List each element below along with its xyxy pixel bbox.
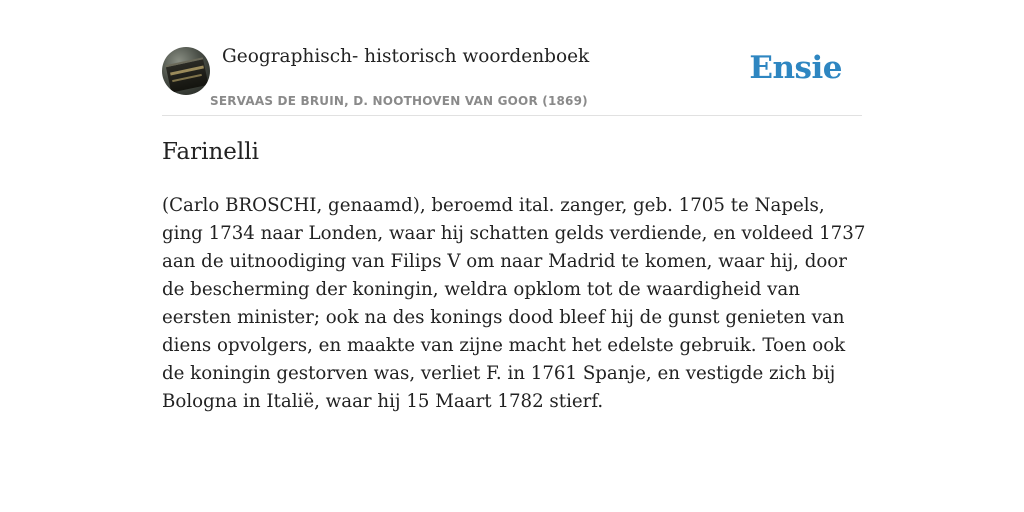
entry-card bbox=[162, 0, 866, 412]
book-title[interactable]: Geographisch- historisch woordenboek bbox=[222, 46, 590, 67]
entry-title: Farinelli bbox=[162, 139, 259, 165]
book-authors: SERVAAS DE BRUIN, D. NOOTHOVEN VAN GOOR (1869) bbox=[210, 94, 588, 108]
book-header bbox=[162, 0, 862, 116]
book-cover-avatar[interactable] bbox=[162, 47, 210, 95]
ensie-logo[interactable]: Ensie bbox=[749, 50, 842, 86]
entry-body: (Carlo BROSCHI, genaamd), beroemd ital. zanger, geb. 1705 te Napels, ging 1734 naar Londen, waar hij schatten gelds verdiende, en voldeed 1737 aan de uitnoodiging van Filips V om naar Madrid te komen, waar hij, door de bescherming der koningin, weldra opklom tot de waardigheid van eersten minister; ook na des konings dood bleef hij de gunst genieten van diens opvolgers, en maakte van zijne macht het edelste gebruik. Toen ook de koningin gestorven was, verliet F. in 1761 Spanje, en vestigde zich bij Bologna in Italië, waar hij 15 Maart 1782 stierf. bbox=[162, 195, 866, 412]
